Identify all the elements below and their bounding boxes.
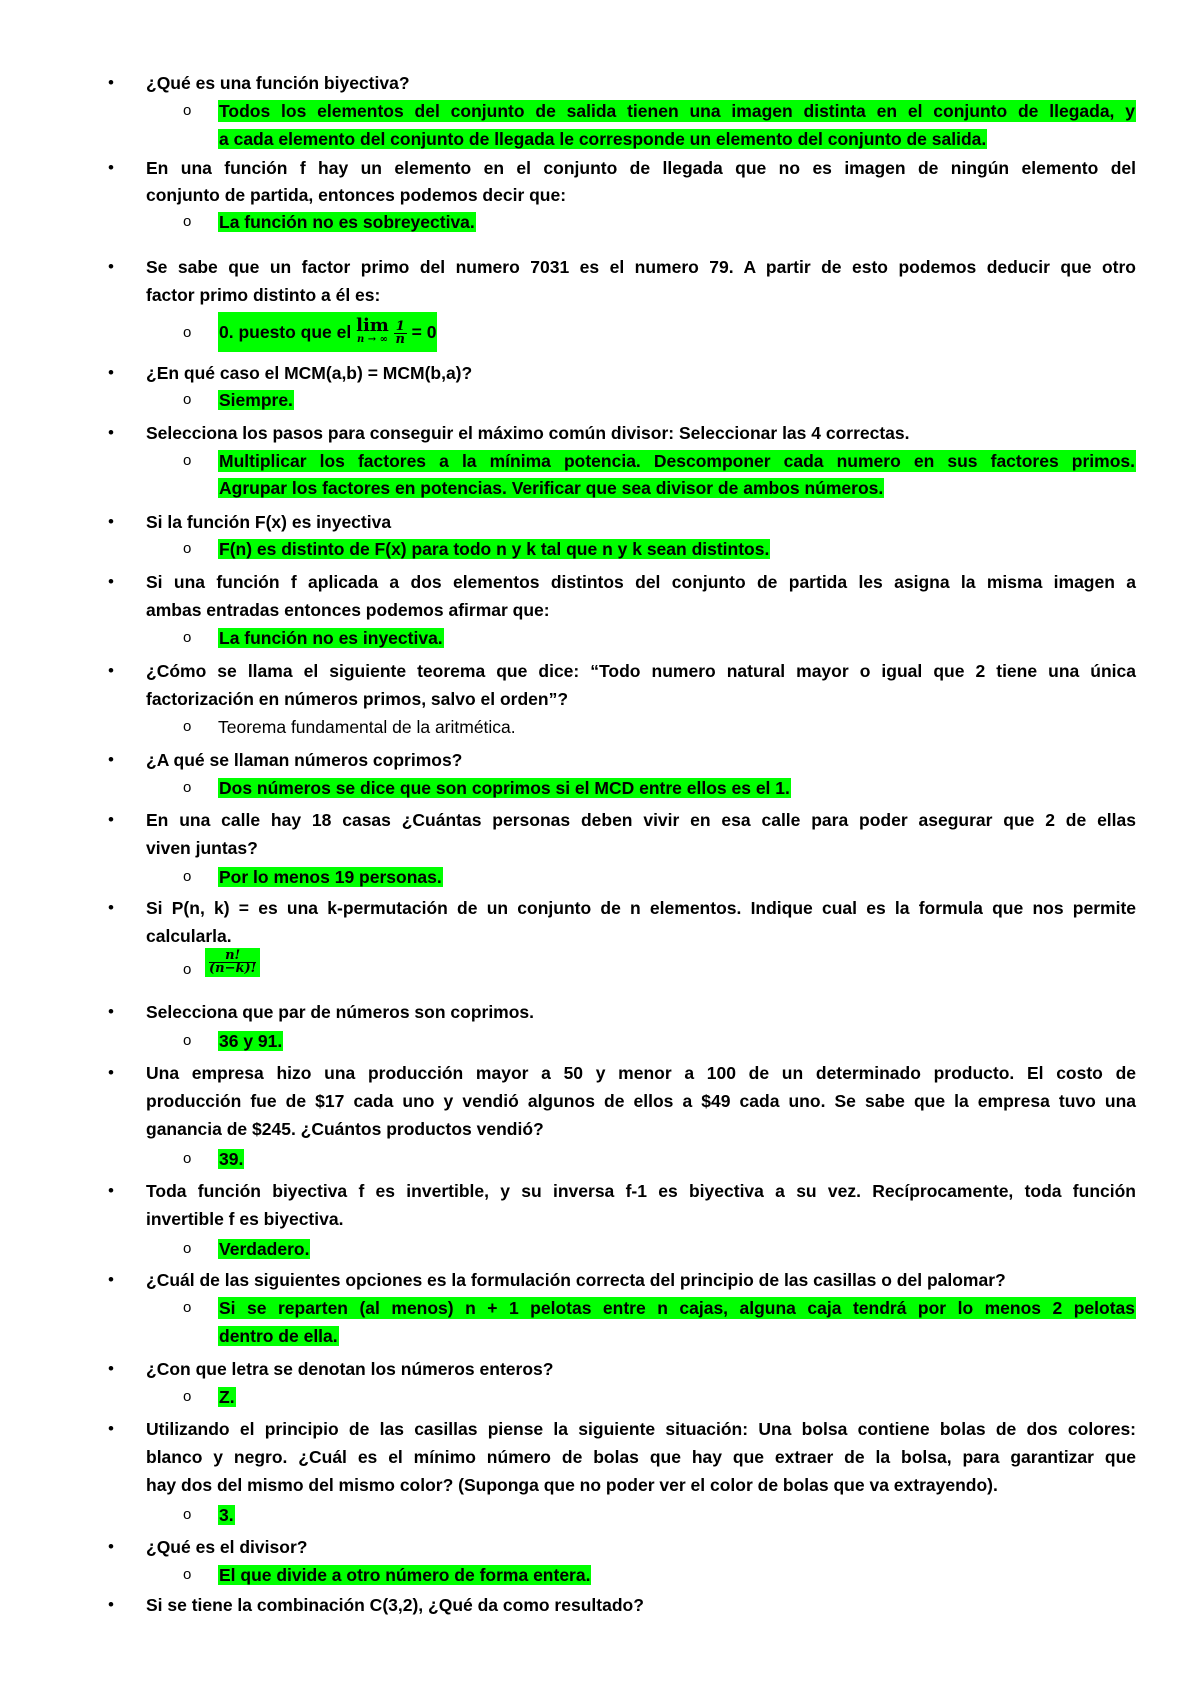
question-text: conjunto de partida, entonces podemos decir que:: [146, 185, 567, 205]
sub-bullet: o: [183, 868, 192, 885]
answer-line: Teorema fundamental de la aritmética.: [218, 717, 516, 737]
question-text: ¿Cómo se llama el siguiente teorema que dice: “Todo numero natural mayor o igual que 2 tiene una única: [146, 661, 1136, 681]
bullet: •: [108, 1419, 114, 1438]
sub-bullet: o: [183, 324, 192, 341]
answer-line: [218, 627, 444, 649]
sub-bullet: o: [183, 1299, 192, 1316]
sub-bullet: o: [183, 779, 192, 796]
question-text: En una función f hay un elemento en el conjunto de llegada que no es imagen de ningún elemento del: [146, 158, 1136, 178]
question-text: ¿A qué se llaman números coprimos?: [146, 750, 463, 770]
answer-line: [218, 450, 1136, 472]
answer-line: [218, 389, 294, 411]
answer-highlight: Z.: [219, 1387, 235, 1407]
question-text: ¿En qué caso el MCM(a,b) = MCM(b,a)?: [146, 363, 473, 383]
answer-highlight: La función no es inyectiva.: [219, 628, 443, 648]
question-text: ¿Cuál de las siguientes opciones es la formulación correcta del principio de las casillas o del palomar?: [146, 1270, 1006, 1290]
answer-highlight: 36 y 91.: [219, 1031, 283, 1051]
sub-bullet: o: [183, 961, 192, 978]
question-text: ganancia de $245. ¿Cuántos productos vendió?: [146, 1119, 544, 1139]
answer-line: [218, 100, 1136, 122]
answer-line: [218, 477, 884, 499]
question-text: Si la función F(x) es inyectiva: [146, 512, 392, 532]
answer-highlight: Todos los elementos del conjunto de salida tienen una imagen distinta en el conjunto de llegada, y: [219, 101, 1135, 121]
question-text: hay dos del mismo del mismo color? (Suponga que no poder ver el color de bolas que va extrayendo).: [146, 1475, 998, 1495]
answer-highlight: 3.: [219, 1505, 234, 1525]
answer-line: [218, 312, 437, 352]
answer-line: [218, 1148, 244, 1170]
question-text: factor primo distinto a él es:: [146, 285, 381, 305]
sub-bullet: o: [183, 629, 192, 646]
answer-highlight: [205, 948, 260, 977]
bullet: •: [108, 73, 114, 92]
answer-highlight: a cada elemento del conjunto de llegada le corresponde un elemento del conjunto de salida.: [219, 129, 987, 149]
bullet: •: [108, 423, 114, 442]
bullet: •: [108, 898, 114, 917]
question-text: viven juntas?: [146, 838, 258, 858]
formula-fraction: $\frac{n!}{(n-k)!}$: [209, 948, 257, 976]
question-text: calcularla.: [146, 926, 232, 946]
answer-line: [218, 1030, 283, 1052]
sub-bullet: o: [183, 1388, 192, 1405]
sub-bullet: o: [183, 391, 192, 408]
answer-line: [218, 1238, 310, 1260]
answer-highlight: Agrupar los factores en potencias. Verificar que sea divisor de ambos números.: [219, 478, 884, 498]
question-text: producción fue de $17 cada uno y vendió algunos de ellos a $49 cada uno. Se sabe que la empresa tuvo una: [146, 1091, 1136, 1111]
sub-bullet: o: [183, 1566, 192, 1583]
question-text: ¿Qué es una función biyectiva?: [146, 73, 410, 93]
sub-bullet: o: [183, 102, 192, 119]
answer-line: [218, 866, 443, 888]
answer-highlight: 0. puesto que el lim n → ∞ $\frac{1}{n}$ = 0: [218, 312, 437, 352]
question-text: Una empresa hizo una producción mayor a 50 y menor a 100 de un determinado producto. El costo de: [146, 1063, 1136, 1083]
sub-bullet: o: [183, 1150, 192, 1167]
answer-highlight: Por lo menos 19 personas.: [219, 867, 442, 887]
answer-line: [218, 1386, 236, 1408]
question-text: Selecciona que par de números son coprimos.: [146, 1002, 535, 1022]
question-text: blanco y negro. ¿Cuál es el mínimo número de bolas que hay que extraer de la bolsa, para garantizar que: [146, 1447, 1136, 1467]
question-text: En una calle hay 18 casas ¿Cuántas personas deben vivir en esa calle para poder asegurar que 2 de ellas: [146, 810, 1136, 830]
question-text: Utilizando el principio de las casillas piense la siguiente situación: Una bolsa contiene bolas de dos colores:: [146, 1419, 1136, 1439]
answer-highlight: Dos números se dice que son coprimos si el MCD entre ellos es el 1.: [219, 778, 790, 798]
bullet: •: [108, 257, 114, 276]
bullet: •: [108, 810, 114, 829]
limit-expression: lim n → ∞: [356, 315, 389, 346]
sub-bullet: o: [183, 1240, 192, 1257]
answer-highlight: Verdadero.: [219, 1239, 310, 1259]
answer-line: [218, 1297, 1136, 1319]
question-text: Se sabe que un factor primo del numero 7031 es el numero 79. A partir de esto podemos deducir que otro: [146, 257, 1136, 277]
answer-line: [218, 1325, 339, 1347]
sub-bullet: o: [183, 452, 192, 469]
bullet: •: [108, 1359, 114, 1378]
answer-line: [218, 1504, 235, 1526]
bullet: •: [108, 750, 114, 769]
answer-highlight: La función no es sobreyectiva.: [219, 212, 475, 232]
answer-line: [218, 1564, 591, 1586]
answer-line: [218, 538, 770, 560]
answer-line: [218, 211, 476, 233]
question-text: invertible f es biyectiva.: [146, 1209, 344, 1229]
question-text: ambas entradas entonces podemos afirmar que:: [146, 600, 550, 620]
sub-bullet: o: [183, 718, 192, 735]
sub-bullet: o: [183, 540, 192, 557]
question-text: Si una función f aplicada a dos elementos distintos del conjunto de partida les asigna la misma imagen a: [146, 572, 1136, 592]
answer-highlight: Multiplicar los factores a la mínima potencia. Descomponer cada numero en sus factores primos.: [219, 451, 1135, 471]
question-text: Selecciona los pasos para conseguir el máximo común divisor: Seleccionar las 4 correctas.: [146, 423, 910, 443]
question-text: ¿Con que letra se denotan los números enteros?: [146, 1359, 554, 1379]
fraction: $\frac{1}{n}$: [395, 318, 405, 347]
bullet: •: [108, 1181, 114, 1200]
question-text: Toda función biyectiva f es invertible, y su inversa f-1 es biyectiva a su vez. Recíprocamente, toda función: [146, 1181, 1136, 1201]
bullet: •: [108, 1595, 114, 1614]
bullet: •: [108, 572, 114, 591]
bullet: •: [108, 661, 114, 680]
question-text: ¿Qué es el divisor?: [146, 1537, 308, 1557]
bullet: •: [108, 158, 114, 177]
answer-highlight: dentro de ella.: [219, 1326, 338, 1346]
question-text: Si P(n, k) = es una k-permutación de un conjunto de n elementos. Indique cual es la formula que nos permite: [146, 898, 1136, 918]
sub-bullet: o: [183, 1506, 192, 1523]
sub-bullet: o: [183, 1032, 192, 1049]
answer-highlight: Siempre.: [219, 390, 293, 410]
answer-line: [218, 128, 987, 150]
answer-highlight: 39.: [219, 1149, 244, 1169]
question-text: factorización en números primos, salvo el orden”?: [146, 689, 569, 709]
answer-line: [205, 948, 260, 988]
bullet: •: [108, 1537, 114, 1556]
bullet: •: [108, 363, 114, 382]
bullet: •: [108, 512, 114, 531]
answer-highlight: Si se reparten (al menos) n + 1 pelotas entre n cajas, alguna caja tendrá por lo menos 2 pelotas: [219, 1298, 1135, 1318]
question-text: Si se tiene la combinación C(3,2), ¿Qué da como resultado?: [146, 1595, 644, 1615]
answer-line: [218, 777, 791, 799]
bullet: •: [108, 1270, 114, 1289]
bullet: •: [108, 1002, 114, 1021]
answer-highlight: El que divide a otro número de forma entera.: [219, 1565, 591, 1585]
sub-bullet: o: [183, 213, 192, 230]
bullet: •: [108, 1063, 114, 1082]
answer-highlight: F(n) es distinto de F(x) para todo n y k tal que n y k sean distintos.: [219, 539, 770, 559]
